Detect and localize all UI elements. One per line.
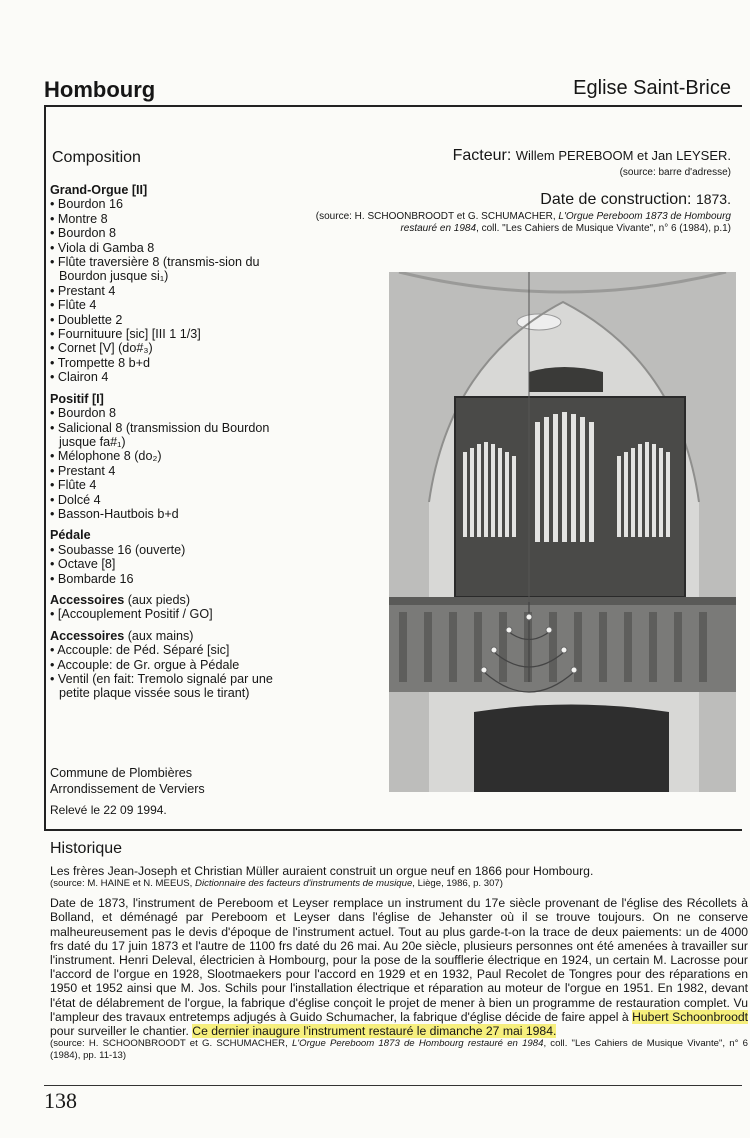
stop-item: • Octave [8] <box>50 557 300 571</box>
p2-mid-text: pour surveiller le chantier. <box>50 1024 193 1039</box>
grand-orgue-title: Grand-Orgue [II] <box>50 183 148 197</box>
historique-source-2 <box>50 1038 748 1062</box>
stop-item: • Accouple: de Péd. Séparé [sic] <box>50 643 300 657</box>
accessoires-pieds-stops <box>50 607 300 621</box>
composition-heading: Composition <box>52 149 141 166</box>
stop-item: • Prestant 4 <box>50 284 300 298</box>
stop-item: • Flûte 4 <box>50 478 300 492</box>
src1-title: Dictionnaire des facteurs d'instruments de musique <box>195 878 413 890</box>
stop-item: • Doublette 2 <box>50 313 300 327</box>
builder-label: Facteur: <box>452 147 512 164</box>
src2-text: (source: H. SCHOONBROODT et G. SCHUMACHER, <box>50 1038 292 1050</box>
construction-value: 1873. <box>695 191 731 207</box>
construction-source <box>291 211 731 235</box>
organ-photograph <box>389 272 736 792</box>
accessoires-mains-stops <box>50 643 300 701</box>
src1-text: (source: M. HAINE et N. MEEUS, <box>50 878 196 890</box>
highlight-name: Hubert Schoonbroodt <box>632 1009 749 1024</box>
stop-item: • Dolcé 4 <box>50 493 300 507</box>
historique-paragraph-1: Les frères Jean-Joseph et Christian Müller auraient construit un orgue neuf en 1866 pour Hombourg. <box>50 864 594 878</box>
footer-rule <box>44 1085 742 1086</box>
builder-source: (source: barre d'adresse) <box>619 167 731 178</box>
stop-item: • Fournituure [sic] [III 1 1/3] <box>50 327 300 341</box>
pedale-title: Pédale <box>50 528 91 543</box>
accessoires-mains-label: Accessoires <box>50 628 125 643</box>
src2-ref: , coll. "Les Cahiers de Musique Vivante", n° 6 (1984), pp. 11-13) <box>50 1038 748 1062</box>
stop-item: • Viola di Gamba 8 <box>50 241 300 255</box>
stop-item: • Trompette 8 b+d <box>50 356 300 370</box>
stop-item: • [Accouplement Positif / GO] <box>50 607 300 621</box>
commune: Commune de Plombières <box>50 766 193 780</box>
stop-item: • Basson-Hautbois b+d <box>50 507 300 521</box>
src2-title: L'Orgue Pereboom 1873 de Hombourg restauré en 1984 <box>291 1038 544 1050</box>
releve-date: Relevé le 22 09 1994. <box>50 803 167 817</box>
stop-item: • Prestant 4 <box>50 464 300 478</box>
stop-item: • Montre 8 <box>50 212 300 226</box>
src1-ref: , Liège, 1986, p. 307) <box>412 878 503 890</box>
historique-paragraph-2 <box>50 896 748 1038</box>
stop-item: • Soubasse 16 (ouverte) <box>50 543 300 557</box>
arrondissement: Arrondissement de Verviers <box>50 782 205 796</box>
stop-item: • Clairon 4 <box>50 370 300 384</box>
construction-source-text: (source: H. SCHOONBROODT et G. SCHUMACHER, <box>315 211 559 222</box>
stop-item: • Bourdon 16 <box>50 197 300 211</box>
positif-title: Positif [I] <box>50 391 104 406</box>
stop-item: • Bourdon 8 <box>50 226 300 240</box>
stop-item: • Flûte traversière 8 (transmis-sion du Bourdon jusque si₁) <box>50 255 300 284</box>
accessoires-pieds-note: (aux pieds) <box>124 592 191 607</box>
builder-line <box>453 147 731 165</box>
accessoires-pieds-label: Accessoires <box>50 592 125 607</box>
historique-rule <box>44 829 742 831</box>
builder-value: Willem PEREBOOM et Jan LEYSER. <box>515 148 731 163</box>
historique-heading: Historique <box>50 840 123 857</box>
p2-text: Date de 1873, l'instrument de Pereboom et Leyser remplace un instrument du 17e siècle provenant de l'église des Récollets à Bolland, et déménagé par Pereboom et Leyser dans l'église de Jehanster où il se trouve toujours. On ne conserve malheureusement pas le devis d'époque de l'instrument actuel. Tout au plus garde-t-on la trace de deux paiements: un de 4000 frs daté du 17 juin 1873 et l'autre de 1100 frs daté du 26 mai. Au 20e siècle, plusieurs personnes ont été amenées à travailler sur l'instrument. Henri Deleval, électricien à Hombourg, pour la pose de la soufflerie électrique en 1924, un certain M. Lacrosse pour l'accord de l'orgue en 1928, Slootmaekers pour l'accord en 1929 et en 1932, Paul Recolet de Tongres pour des réparations en 1950 et 1952 ainsi que M. Jos. Schils pour l'installation électrique et réparation au moteur de l'orgue en 1951. En 1982, devant l'état de délabrement de l'orgue, la fabrique d'église conçoit le projet de mener à bien un programme de restauration complet. Vu l'ampleur des travaux entretemps adjugés à Guido Schumacher, la fabrique d'église décide de faire appel à <box>50 896 748 1024</box>
stop-item: • Flûte 4 <box>50 298 300 312</box>
stop-item: • Bombarde 16 <box>50 572 300 586</box>
page-number: 138 <box>44 1088 77 1113</box>
construction-label: Date de construction: <box>540 191 692 208</box>
stop-item: • Bourdon 8 <box>50 406 300 420</box>
accessoires-mains-note: (aux mains) <box>124 628 194 643</box>
place-title: Hombourg <box>44 77 156 102</box>
organ-photo-illustration <box>389 272 736 792</box>
pedale-stops <box>50 543 300 586</box>
left-margin-rule <box>44 105 46 830</box>
header-rule <box>44 105 742 107</box>
church-title: Eglise Saint-Brice <box>573 77 731 99</box>
stop-item: • Accouple: de Gr. orgue à Pédale <box>50 658 300 672</box>
accessoires-pieds-title <box>50 593 300 607</box>
grand-orgue-stops <box>50 197 300 384</box>
highlight-inauguration: Ce dernier inaugure l'instrument restauré le dimanche 27 mai 1984. <box>192 1024 557 1039</box>
construction-date-line <box>540 191 731 209</box>
stop-item: • Ventil (en fait: Tremolo signalé par une petite plaque vissée sous le tirant) <box>50 672 300 701</box>
construction-source-ref: , coll. "Les Cahiers de Musique Vivante", n° 6 (1984), p.1) <box>476 223 731 234</box>
stop-item: • Mélophone 8 (do₂) <box>50 449 300 463</box>
historique-source-1 <box>50 878 748 890</box>
positif-stops <box>50 406 300 521</box>
stop-item: • Salicional 8 (transmission du Bourdon jusque fa#₁) <box>50 421 300 450</box>
location-block <box>50 765 205 797</box>
accessoires-mains-title <box>50 629 300 643</box>
construction-source-title: L'Orgue Pereboom 1873 de Hombourg restauré en 1984 <box>400 211 731 234</box>
stop-list-panel <box>50 183 300 701</box>
stop-item: • Cornet [V] (do#₃) <box>50 341 300 355</box>
historique-body <box>50 864 748 1062</box>
